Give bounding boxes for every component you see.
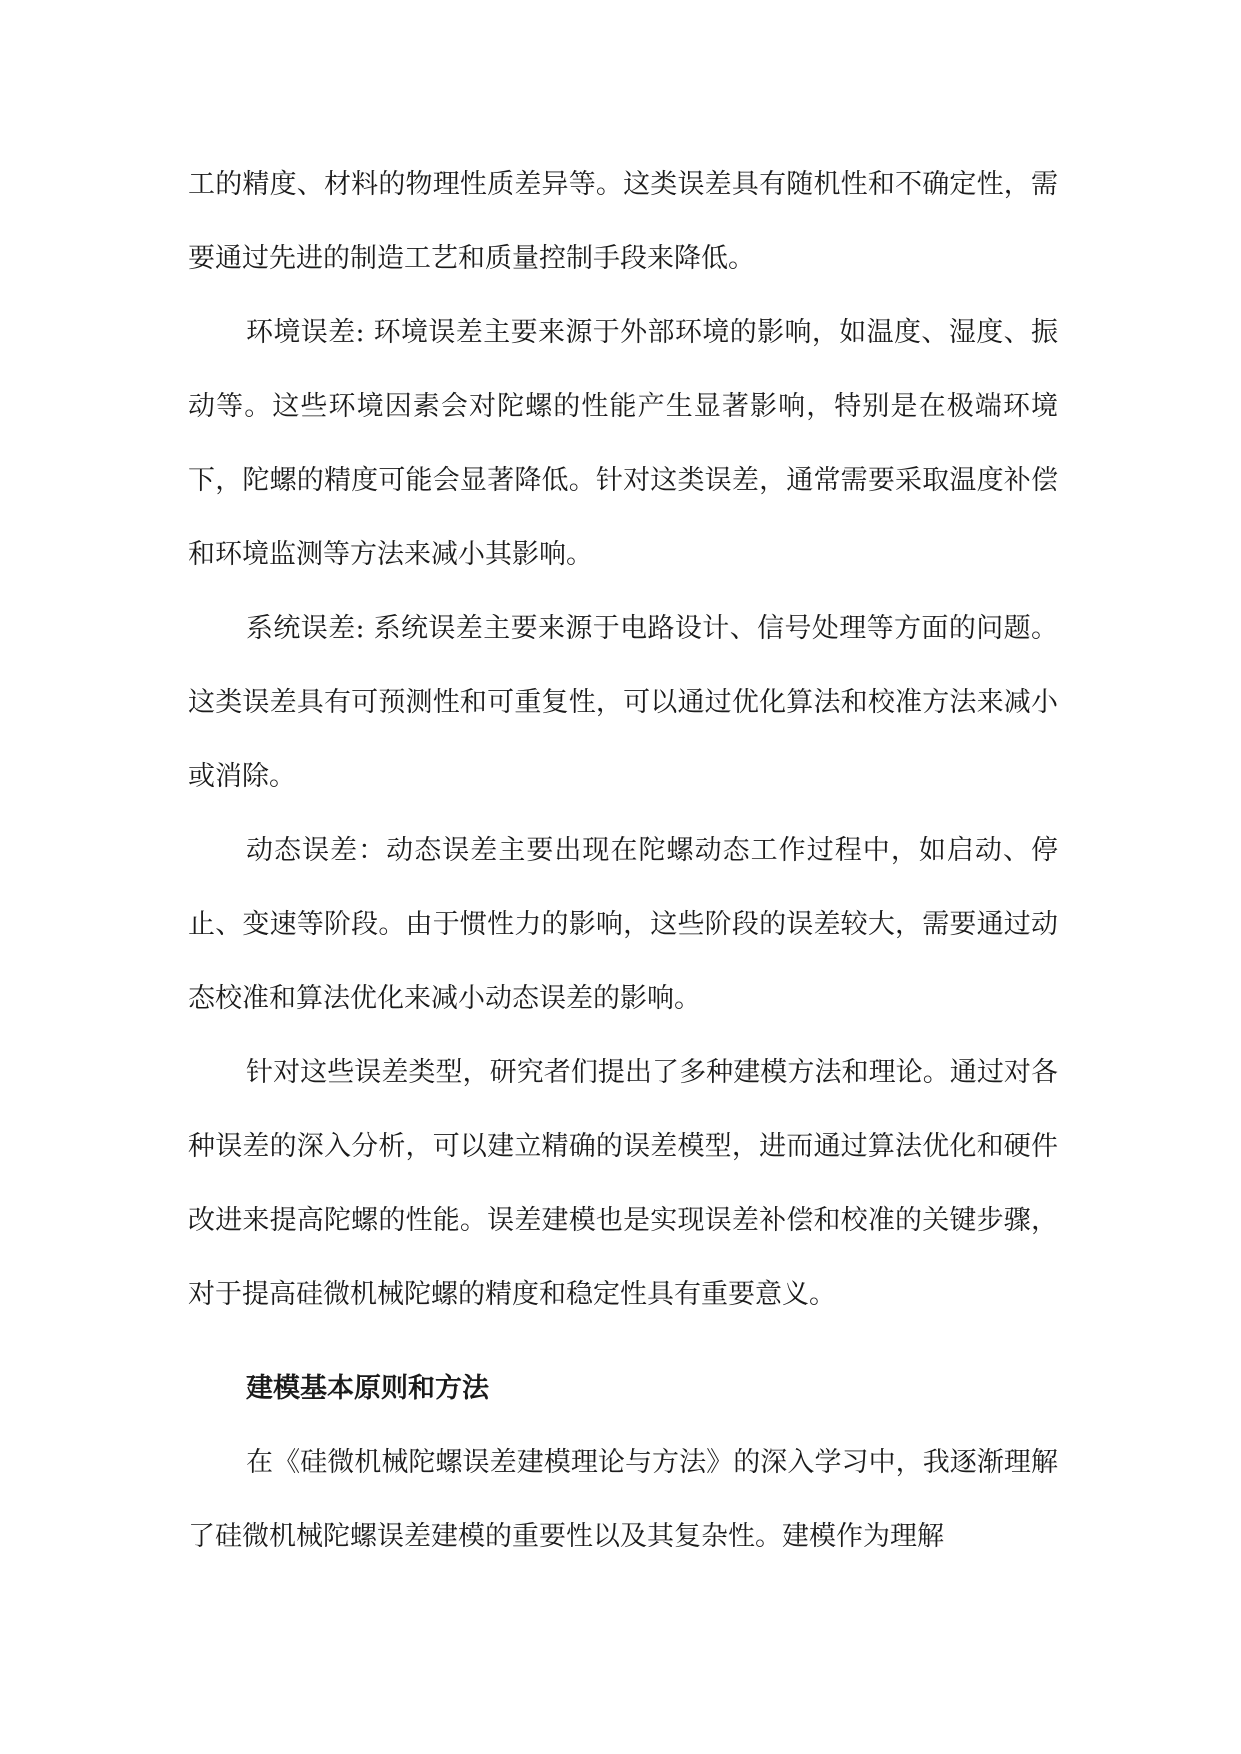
paragraph-modeling-summary: 针对这些误差类型，研究者们提出了多种建模方法和理论。通过对各种误差的深入分析，可以建立精确的误差模型，进而通过算法优化和硬件改进来提高陀螺的性能。误差建模也是实现误差补偿和校准的关键步骤，对于提高硅微机械陀螺的精度和稳定性具有重要意义。 xyxy=(188,1057,1058,1310)
paragraph-fabrication-error: 工的精度、材料的物理性质差异等。这类误差具有随机性和不确定性，需要通过先进的制造工艺和质量控制手段来降低。 xyxy=(188,169,1058,274)
paragraph-dynamic-error: 动态误差：动态误差主要出现在陀螺动态工作过程中，如启动、停止、变速等阶段。由于惯性力的影响，这些阶段的误差较大，需要通过动态校准和算法优化来减小动态误差的影响。 xyxy=(188,835,1058,1014)
paragraph-section-intro: 在《硅微机械陀螺误差建模理论与方法》的深入学习中，我逐渐理解了硅微机械陀螺误差建模的重要性以及其复杂性。建模作为理解 xyxy=(188,1447,1058,1552)
document-page xyxy=(188,148,1058,1574)
section-heading: 建模基本原则和方法 xyxy=(246,1373,489,1404)
paragraph-environmental-error: 环境误差: 环境误差主要来源于外部环境的影响，如温度、湿度、振动等。这些环境因素会对陀螺的性能产生显著影响，特别是在极端环境下，陀螺的精度可能会显著降低。针对这类误差，通常需要采取温度补偿和环境监测等方法来减小其影响。 xyxy=(188,317,1058,570)
paragraph-system-error: 系统误差: 系统误差主要来源于电路设计、信号处理等方面的问题。这类误差具有可预测性和可重复性，可以通过优化算法和校准方法来减小或消除。 xyxy=(188,613,1058,792)
